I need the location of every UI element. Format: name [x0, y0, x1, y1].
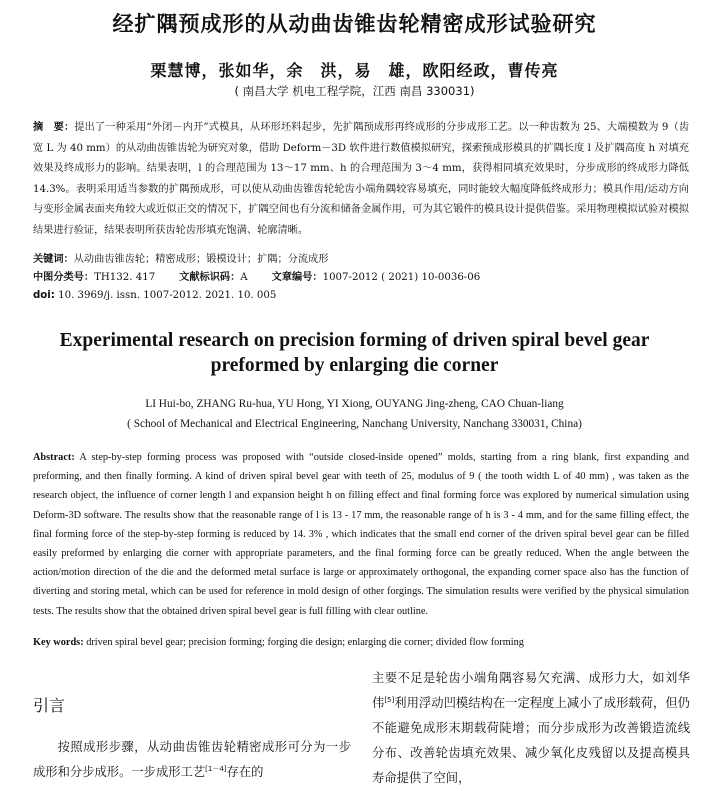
- doi-label: doi:: [33, 290, 55, 301]
- english-title-line1: Experimental research on precision forming of driven spiral bevel gear: [59, 330, 650, 351]
- english-title-line2: preformed by enlarging die corner: [210, 355, 499, 376]
- doi-value: 10. 3969/j. issn. 1007-2012. 2021. 10. 005: [58, 290, 277, 301]
- chinese-keywords: [33, 251, 328, 269]
- chinese-abstract-text: 提出了一种采用“外闭－内开”式模具，从环形坯料起步，先扩隅预成形再终成形的分步成形工艺。以一种齿数为 25、大端模数为 9（齿宽 L 为 40 mm）的从动曲齿锥齿轮为研究对象，借助 Deform－3D 软件进行数值模拟研究，探索预成形模具的扩隅长度 l 及扩隅高度 h 对填充效果及终成形力的影响。结果表明，l 的合理范围为 13～17 mm、h 的合理范围为 3～4 mm，获得相同填充效果时，分步成形的终成形力降低 14.3%。表明采用适当参数的扩隅预成形，可以使从动曲齿锥齿轮轮齿小端角隅较容易填充，同时能较大幅度降低终成形力；模具作用/运动方向与变形金属表面夹角较大或近似正交的情况下，扩隅空间也有分流和储备金属作用，可为其它锻件的模具设计提供借鉴。采用物理模拟试验对模拟结果进行验证，结果表明所获齿轮齿形填充饱满、轮廓清晰。: [33, 122, 690, 236]
- intro-right-text-b: 利用浮动凹模结构在一定程度上减小了成形载荷，但仍不能避免成形末期载荷陡增；而分步成形为改善锻造流线分布、改善轮齿填充效果、减少氧化皮残留以及提高模具寿命提供了空间，: [372, 696, 690, 785]
- english-keywords: [33, 637, 689, 648]
- english-authors: LI Hui-bo, ZHANG Ru-hua, YU Hong, YI Xiong, OUYANG Jing-zheng, CAO Chuan-liang: [145, 398, 564, 410]
- chinese-title: 经扩隅预成形的从动曲齿锥齿轮精密成形试验研究: [112, 12, 597, 36]
- intro-left-text-b: 存在的: [226, 765, 264, 779]
- english-abstract-text: A step-by-step forming process was proposed with “outside closed-inside opened” molds, starting from a ring blank, first expanding and preforming, and then finally forming. A kind of driven spiral bevel gear with teeth of 25, modulus of 9 ( the tooth width L of 40 mm) , was taken as the research object, the influence of corner length l and expansion height h on filling effect and final forming force was explored by numerical simulation using Deform-3D software. The results show that the reasonable range of l is 13 - 17 mm, the reasonable range of h is 3 - 4 mm, and for the same filling effect, the final forming force of the step-by-step forming is reduced by 14. 3% , which indicates that the small end corner of the driven spiral bevel gear can be filled easily preformed by enlarging die corner with appropriate parameters, and the final forming force can be greatly reduced. When the angle between the action/motion direction of the die and the deformed metal surface is large or approximately orthogonal, the expanding corner space also has the function of diverting and storing metal, which can be used for reference in mold design of other forgings. The simulation results were verified by the physical simulation tests. The results show that the obtained driven spiral bevel gear is full filling with clear outline.: [33, 452, 689, 617]
- chinese-abstract: [33, 118, 689, 242]
- article-number-label: 文章编号：: [271, 272, 323, 283]
- citation-5[interactable]: [5]: [384, 695, 395, 704]
- clc-label: 中图分类号：: [33, 272, 95, 283]
- intro-right-text-a: 主要不足是轮齿小端角隅容易欠充满、成形力大，如刘华伟: [372, 671, 690, 710]
- chinese-keywords-text: 从动曲齿锥齿轮；精密成形；锻模设计；扩隅；分流成形: [73, 254, 329, 265]
- doc-code-label: 文献标识码：: [179, 272, 241, 283]
- classification-line: [33, 269, 480, 287]
- english-title: [0, 328, 709, 378]
- english-abstract-label: Abstract:: [33, 452, 75, 463]
- citation-1-4[interactable]: [1－4]: [205, 764, 227, 773]
- chinese-affiliation: ( 南昌大学 机电工程学院，江西 南昌 330031): [234, 84, 475, 98]
- introduction-right-column: [372, 666, 690, 791]
- doc-code-value: A: [240, 272, 248, 283]
- chinese-keywords-label: 关键词：: [33, 254, 74, 265]
- introduction-left-column: [33, 735, 351, 785]
- english-abstract: [33, 448, 689, 621]
- doi-line: [33, 287, 276, 305]
- english-keywords-label: Key words:: [33, 637, 84, 648]
- intro-left-text-a: 按照成形步骤，从动曲齿锥齿轮精密成形可分为一步成形和分步成形。一步成形工艺: [33, 740, 351, 779]
- english-keywords-text: driven spiral bevel gear; precision forming; forging die design; enlarging die corner; divided flow forming: [86, 637, 524, 648]
- article-number-value: 1007-2012 ( 2021) 10-0036-06: [322, 272, 481, 283]
- english-affiliation: ( School of Mechanical and Electrical Engineering, Nanchang University, Nanchang 330031, China): [127, 418, 582, 430]
- introduction-heading: 引言: [33, 696, 66, 715]
- chinese-authors: 栗慧博，张如华，余 洪，易 雄，欧阳经政，曹传亮: [150, 61, 559, 80]
- clc-value: TH132. 417: [94, 272, 156, 283]
- chinese-abstract-label: 摘 要：: [33, 122, 75, 133]
